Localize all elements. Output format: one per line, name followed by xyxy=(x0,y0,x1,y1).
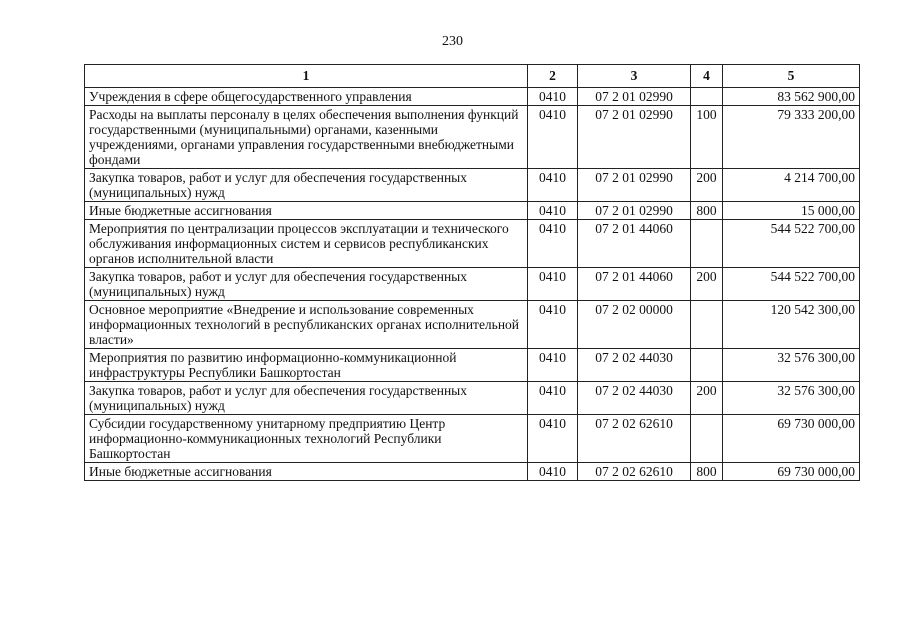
target-article-cell: 07 2 01 44060 xyxy=(578,220,691,268)
expense-name-cell: Субсидии государственному унитарному предприятию Центр информационно-коммуникационных технологий Республики Башкортостан xyxy=(85,415,528,463)
page-number: 230 xyxy=(442,34,463,49)
table-header-row xyxy=(85,65,860,88)
expense-name-cell: Учреждения в сфере общегосударственного управления xyxy=(85,88,528,106)
expense-name-cell: Мероприятия по развитию информационно-коммуникационной инфраструктуры Республики Башкортостан xyxy=(85,349,528,382)
section-code-cell: 0410 xyxy=(528,463,578,481)
table-row xyxy=(85,202,860,220)
expense-name-cell: Иные бюджетные ассигнования xyxy=(85,202,528,220)
expense-type-cell: 200 xyxy=(691,268,723,301)
amount-cell: 544 522 700,00 xyxy=(723,220,860,268)
expense-name-cell: Расходы на выплаты персоналу в целях обеспечения выполнения функций государственными (муниципальными) органами, казенными учреждениями, органами управления государственными внебюджетными фондами xyxy=(85,106,528,169)
amount-cell: 79 333 200,00 xyxy=(723,106,860,169)
table-row xyxy=(85,220,860,268)
target-article-cell: 07 2 01 44060 xyxy=(578,268,691,301)
amount-cell: 83 562 900,00 xyxy=(723,88,860,106)
target-article-cell: 07 2 02 00000 xyxy=(578,301,691,349)
target-article-cell: 07 2 02 44030 xyxy=(578,349,691,382)
expense-name-cell: Закупка товаров, работ и услуг для обеспечения государственных (муниципальных) нужд xyxy=(85,382,528,415)
budget-table xyxy=(84,64,860,481)
expense-type-cell: 200 xyxy=(691,382,723,415)
amount-cell: 69 730 000,00 xyxy=(723,463,860,481)
section-code-cell: 0410 xyxy=(528,301,578,349)
column-header-1: 1 xyxy=(85,65,528,88)
table-body xyxy=(85,88,860,481)
amount-cell: 32 576 300,00 xyxy=(723,349,860,382)
amount-cell: 544 522 700,00 xyxy=(723,268,860,301)
section-code-cell: 0410 xyxy=(528,202,578,220)
table-row xyxy=(85,88,860,106)
target-article-cell: 07 2 02 62610 xyxy=(578,415,691,463)
amount-cell: 4 214 700,00 xyxy=(723,169,860,202)
amount-cell: 15 000,00 xyxy=(723,202,860,220)
target-article-cell: 07 2 02 62610 xyxy=(578,463,691,481)
table-row xyxy=(85,301,860,349)
section-code-cell: 0410 xyxy=(528,349,578,382)
section-code-cell: 0410 xyxy=(528,169,578,202)
column-header-2: 2 xyxy=(528,65,578,88)
expense-name-cell: Закупка товаров, работ и услуг для обеспечения государственных (муниципальных) нужд xyxy=(85,169,528,202)
table-row xyxy=(85,415,860,463)
target-article-cell: 07 2 01 02990 xyxy=(578,106,691,169)
section-code-cell: 0410 xyxy=(528,415,578,463)
expense-type-cell: 200 xyxy=(691,169,723,202)
section-code-cell: 0410 xyxy=(528,220,578,268)
expense-type-cell xyxy=(691,220,723,268)
amount-cell: 120 542 300,00 xyxy=(723,301,860,349)
amount-cell: 32 576 300,00 xyxy=(723,382,860,415)
column-header-3: 3 xyxy=(578,65,691,88)
table-row xyxy=(85,382,860,415)
section-code-cell: 0410 xyxy=(528,382,578,415)
expense-type-cell xyxy=(691,349,723,382)
section-code-cell: 0410 xyxy=(528,106,578,169)
expense-type-cell xyxy=(691,301,723,349)
target-article-cell: 07 2 02 44030 xyxy=(578,382,691,415)
expense-type-cell: 100 xyxy=(691,106,723,169)
section-code-cell: 0410 xyxy=(528,88,578,106)
column-header-5: 5 xyxy=(723,65,860,88)
expense-type-cell xyxy=(691,415,723,463)
table-row xyxy=(85,169,860,202)
target-article-cell: 07 2 01 02990 xyxy=(578,202,691,220)
expense-type-cell: 800 xyxy=(691,463,723,481)
section-code-cell: 0410 xyxy=(528,268,578,301)
target-article-cell: 07 2 01 02990 xyxy=(578,169,691,202)
column-header-4: 4 xyxy=(691,65,723,88)
expense-name-cell: Закупка товаров, работ и услуг для обеспечения государственных (муниципальных) нужд xyxy=(85,268,528,301)
expense-name-cell: Мероприятия по централизации процессов эксплуатации и технического обслуживания информационных систем и сервисов республиканских органов исполнительной власти xyxy=(85,220,528,268)
expense-type-cell xyxy=(691,88,723,106)
target-article-cell: 07 2 01 02990 xyxy=(578,88,691,106)
expense-name-cell: Основное мероприятие «Внедрение и использование современных информационных технологий в республиканских органах исполнительной власти» xyxy=(85,301,528,349)
expense-name-cell: Иные бюджетные ассигнования xyxy=(85,463,528,481)
table-row xyxy=(85,106,860,169)
expense-type-cell: 800 xyxy=(691,202,723,220)
table-row xyxy=(85,268,860,301)
table-row xyxy=(85,349,860,382)
amount-cell: 69 730 000,00 xyxy=(723,415,860,463)
table-row xyxy=(85,463,860,481)
